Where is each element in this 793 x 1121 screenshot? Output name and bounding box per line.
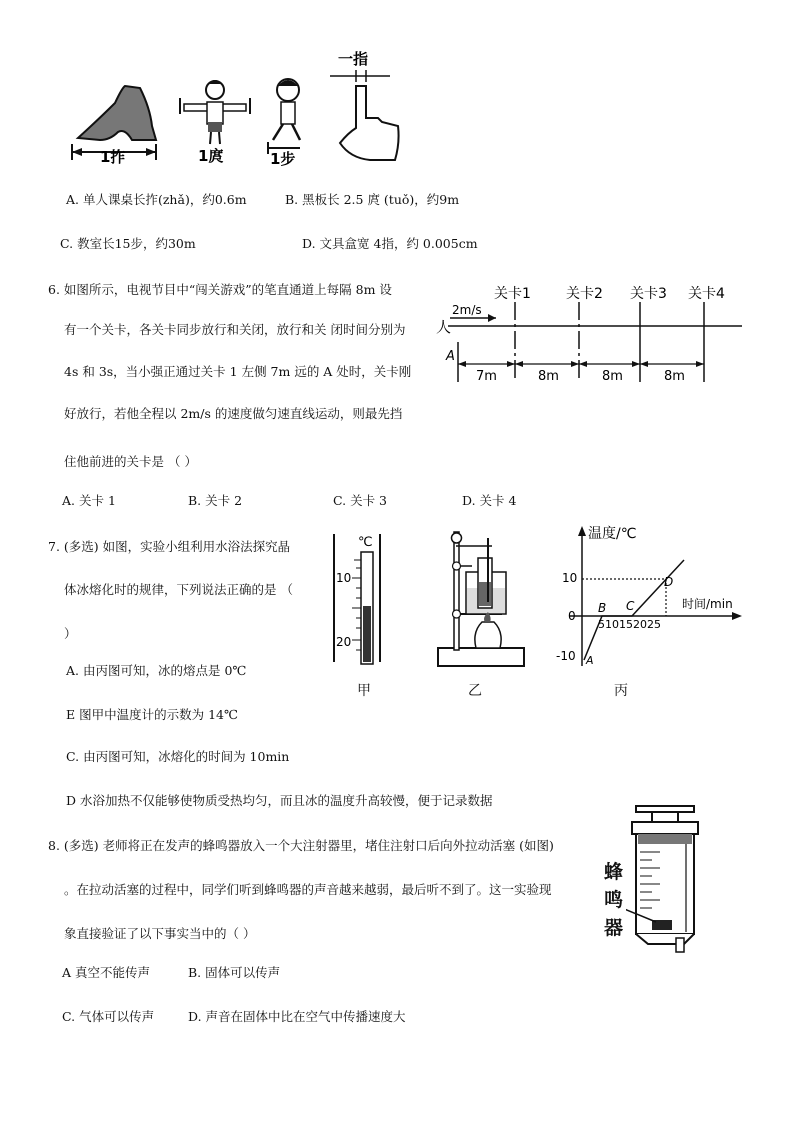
- dist-1-label: 7m: [476, 369, 497, 384]
- q7-option-b: E 图甲中温度计的示数为 14℃: [66, 707, 238, 722]
- person-arms-icon: [184, 80, 246, 144]
- person-label: 人: [436, 318, 452, 336]
- q8-option-c: C. 气体可以传声: [62, 1009, 155, 1024]
- graph-point-b: B: [598, 601, 607, 615]
- graph-y10: 10: [562, 571, 578, 585]
- syringe-figure: [626, 804, 706, 960]
- q5-option-c: C. 教室长15步，约30m: [60, 236, 196, 251]
- water-bath-apparatus-figure: [432, 524, 532, 674]
- graph-xlabel: 时间/min: [682, 597, 733, 611]
- q6-figure: [430, 278, 750, 388]
- q8-option-d: D. 声音在固体中比在空气中传播速度大: [188, 1009, 406, 1024]
- walking-person-icon: [273, 79, 300, 140]
- thermo-unit: ℃: [358, 535, 373, 550]
- speed-label: 2m/s: [452, 303, 482, 317]
- q7-option-a: A. 由丙图可知，冰的熔点是 0℃: [66, 663, 247, 678]
- temperature-time-graph: [548, 520, 748, 670]
- caption-bing: 丙: [614, 683, 628, 699]
- dist-2-label: 8m: [538, 369, 559, 384]
- gate-2-label: 关卡2: [566, 286, 603, 302]
- q7-option-d: D 水浴加热不仅能够使物质受热均匀，而且冰的温度升高较慢，便于记录数据: [66, 793, 493, 808]
- graph-point-c: C: [626, 599, 635, 613]
- gate-3-label: 关卡3: [630, 286, 667, 302]
- hand-span-icon: [78, 86, 156, 140]
- thermo-tick-20: 20: [336, 635, 352, 649]
- caption-yi: 乙: [468, 683, 482, 699]
- dist-3-label: 8m: [602, 369, 623, 384]
- buzzer-label: 蜂鸣器: [604, 861, 624, 939]
- q6-line-2: 有一个关卡，各关卡同步放行和关闭，放行和关 闭时间分别为: [64, 322, 406, 337]
- q5-option-b: B. 黑板长 2.5 庹 (tuǒ)，约9m: [285, 192, 460, 207]
- q8-option-a: A 真空不能传声: [62, 965, 151, 980]
- q8-line-3: 象直接验证了以下事实当中的（ ）: [64, 926, 256, 941]
- gate-4-label: 关卡4: [688, 286, 725, 302]
- q6-option-c: C. 关卡 3: [333, 493, 387, 508]
- q7-option-c: C. 由丙图可知，冰熔化的时间为 10min: [66, 749, 290, 764]
- q6-line-1: 6. 如图所示，电视节目中“闯关游戏”的笔直通道上每隔 8m 设: [48, 282, 392, 297]
- q6-line-5: 住他前进的关卡是 （ ）: [64, 454, 197, 469]
- point-a-label: A: [446, 349, 455, 364]
- q5-figure: [60, 48, 420, 173]
- q5-option-a: A. 单人课桌长拃(zhǎ)，约0.6m: [66, 192, 247, 207]
- graph-xticks: 510152025: [598, 618, 661, 631]
- q5-option-d: D. 文具盒宽 4指，约 0.005cm: [302, 236, 478, 251]
- label-bu: 1步: [270, 150, 296, 168]
- q8-line-1: 8. (多选) 老师将正在发声的蜂鸣器放入一个大注射器里，堵住注射口后向外拉动活塞 (如图): [48, 838, 554, 853]
- graph-yneg10: -10: [556, 649, 576, 663]
- q6-line-3: 4s 和 3s，当小强正通过关卡 1 左侧 7m 远的 A 处时，关卡刚: [64, 364, 412, 379]
- q7-line-3: ）: [64, 626, 77, 641]
- dist-4-label: 8m: [664, 369, 685, 384]
- q7-line-1: 7. (多选) 如图，实验小组利用水浴法探究晶: [48, 539, 291, 554]
- q6-option-d: D. 关卡 4: [462, 493, 517, 508]
- graph-y0: 0: [568, 609, 576, 623]
- q6-option-a: A. 关卡 1: [62, 493, 116, 508]
- graph-point-a: A: [586, 654, 594, 667]
- q8-line-2: 。在拉动活塞的过程中，同学们听到蜂鸣器的声音越来越弱，最后听不到了。这一实验现: [64, 882, 552, 897]
- thermometer-figure: [328, 530, 388, 670]
- graph-ylabel: 温度/℃: [588, 526, 637, 542]
- q8-option-b: B. 固体可以传声: [188, 965, 281, 980]
- label-tuo: 1庹: [198, 147, 224, 165]
- label-zhi: 一指: [338, 50, 369, 68]
- gate-1-label: 关卡1: [494, 286, 531, 302]
- q6-line-4: 好放行，若他全程以 2m/s 的速度做匀速直线运动，则最先挡: [64, 406, 403, 421]
- finger-icon: [340, 86, 399, 160]
- caption-jia: 甲: [357, 683, 371, 699]
- label-zha: 1拃: [100, 148, 126, 166]
- q7-line-2: 体冰熔化时的规律，下列说法正确的是 （: [64, 582, 293, 597]
- q6-option-b: B. 关卡 2: [188, 493, 243, 508]
- thermo-tick-10: 10: [336, 571, 352, 585]
- graph-point-d: D: [664, 575, 674, 589]
